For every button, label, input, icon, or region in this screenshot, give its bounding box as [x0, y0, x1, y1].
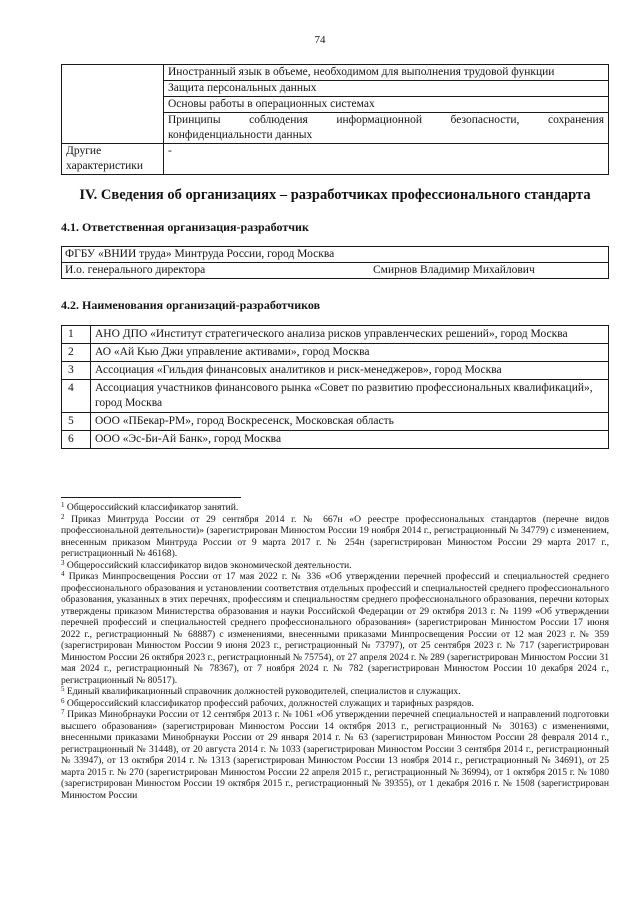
table-row: [62, 431, 609, 449]
org-name: Ассоциация участников финансового рынка «Совет по развитию профессиональных квалификаций», город Москва: [91, 380, 609, 413]
footnote-text: Приказ Минобрнауки России от 12 сентября 2013 г. № 1061 «Об утверждении перечней специальностей и направлений подготовки высшего образования» (зарегистрирован Минюстом России 14 октября 2013 г., регистрационный № 30163) с изменениями, внесенными приказами Минобрнауки России от 29 января 2014 г. № 63 (зарегистрирован Минюстом России 28 февраля 2014 г., регистрационный № 31448), от 20 августа 2014 г. № 1033 (зарегистрирован Минюстом России 3 сентября 2014 г., регистрационный № 33947), от 13 октября 2014 г. № 1313 (зарегистрирован Минюстом России 13 ноября 2014 г., регистрационный № 34691), от 25 марта 2015 г. № 270 (зарегистрирован Минюстом России 22 апреля 2015 г., регистрационный № 36994), от 1 октября 2015 г. № 1080 (зарегистрирован Минюстом России 19 октября 2015 г., регистрационный № 39355), от 1 декабря 2016 г. № 1508 (зарегистрирован Минюстом России: [61, 709, 609, 801]
row-number: 1: [62, 326, 91, 344]
footnote: [61, 514, 609, 560]
skill-line: конфиденциальности данных: [168, 129, 313, 141]
footnote-text: Приказ Минтруда России от 29 сентября 2014 г. № 667н «О реестре профессиональных стандартов (перечне видов профессиональной деятельности)» (зарегистрирован Минюстом России 19 ноября 2014 г., регистрационный № 34779) с изменением, внесенным приказом Минтруда России от 9 марта 2017 г. № 254н (зарегистрирован Минюстом России 29 марта 2017 г., регистрационный № 46168).: [61, 513, 609, 559]
footnote-divider: [61, 497, 241, 498]
table-row: [62, 247, 609, 263]
org-name: ООО «ПБекар-РМ», город Воскресенск, Московская область: [91, 413, 609, 431]
knowledge-characteristics-table: [61, 64, 609, 175]
footnote-text: Приказ Минпросвещения России от 17 мая 2022 г. № 336 «Об утверждении перечней профессий и специальностей среднего профессионального образования и установлении соответствия отдельных профессий и специальностей среднего профессионального образования, указанных в этих перечнях, профессиям и специальностям среднего профессионального образования, перечни которых утверждены приказом Министерства образования и науки Российской Федерации от 29 октября 2013 г. № 1199 «Об утверждении перечней профессий и специальностей среднего профессионального образования» (зарегистрирован Минюстом России 17 июня 2022 г., регистрационный № 68887) с изменениями, внесенными приказами Минпросвещения России от 12 мая 2023 г. № 359 (зарегистрирован Минюстом России 9 июня 2023 г., регистрационный № 73797), от 25 сентября 2023 г. № 717 (зарегистрирован Минюстом России 26 октября 2023 г., регистрационный № 75754), от 27 апреля 2024 г. № 289 (зарегистрирован Минюстом России 31 мая 2024 г., регистрационный № 78367), от 7 ноября 2024 г. № 782 (зарегистрирован Минюстом России 10 декабря 2024 г., регистрационный № 80517).: [61, 571, 609, 686]
footnote: [61, 560, 609, 572]
footnote-mark: 7: [61, 708, 65, 716]
other-characteristics-label: Другие характеристики: [62, 144, 164, 175]
row-number: 4: [62, 380, 91, 413]
footnote-text: Единый квалификационный справочник должностей руководителей, специалистов и служащих.: [66, 686, 461, 697]
footnote-mark: 2: [61, 512, 65, 521]
footnote-mark: 3: [61, 558, 65, 567]
skill-cell: Иностранный язык в объеме, необходимом для выполнения трудовой функции: [164, 65, 609, 81]
footnote: [61, 502, 609, 514]
footnote-text: Общероссийский классификатор видов экономической деятельности.: [66, 559, 352, 571]
row-number: 3: [62, 362, 91, 380]
table-row: [62, 263, 609, 279]
section-heading: IV. Сведения об организациях – разработчиках профессионального стандарта: [79, 187, 591, 203]
responsible-org-table: [61, 246, 609, 279]
director-cell: [62, 263, 609, 279]
skill-cell: Основы работы в операционных системах: [164, 97, 609, 113]
footnote-mark: 5: [61, 685, 65, 693]
org-name: Ассоциация «Гильдия финансовых аналитиков и риск-менеджеров», город Москва: [91, 362, 609, 380]
table-row: [62, 362, 609, 380]
table-row: [62, 413, 609, 431]
footnote: [61, 709, 609, 801]
table-row: [62, 344, 609, 362]
skill-line: Принципы соблюдения информационной безопасности, сохранения: [168, 114, 604, 126]
org-name: ООО «Эс-Би-Ай Банк», город Москва: [91, 431, 609, 449]
org-name: АНО ДПО «Институт стратегического анализа рисков управленческих решений», город Москва: [91, 326, 609, 344]
footnote-mark: 4: [61, 570, 65, 578]
skill-cell: Защита персональных данных: [164, 81, 609, 97]
footnote-text: Общероссийский классификатор профессий рабочих, должностей служащих и тарифных разрядов.: [66, 697, 474, 709]
footnotes: [61, 502, 609, 801]
table-row: [62, 326, 609, 344]
footnote: [61, 686, 609, 698]
skill-cell: [164, 113, 609, 144]
table-row: [62, 65, 609, 81]
footnote-mark: 1: [61, 501, 65, 509]
responsible-org-heading: 4.1. Ответственная организация-разработчик: [61, 220, 309, 234]
developer-orgs-table: [61, 325, 609, 449]
developer-orgs-heading: 4.2. Наименования организаций-разработчиков: [61, 298, 321, 312]
row-number: 6: [62, 431, 91, 449]
footnote: [61, 571, 609, 686]
empty-label-cell: [62, 65, 164, 144]
page-number: 74: [314, 34, 326, 46]
row-number: 5: [62, 413, 91, 431]
org-name-cell: ФГБУ «ВНИИ труда» Минтруда России, город Москва: [62, 247, 609, 263]
director-title: И.о. генерального директора: [65, 264, 206, 276]
footnote-mark: 6: [61, 696, 65, 705]
other-characteristics-value: -: [164, 144, 609, 175]
row-number: 2: [62, 344, 91, 362]
org-name: АО «Ай Кью Джи управление активами», город Москва: [91, 344, 609, 362]
table-row: [62, 380, 609, 413]
footnote-text: Общероссийский классификатор занятий.: [66, 502, 239, 513]
footnote: [61, 698, 609, 710]
director-name: Смирнов Владимир Михайлович: [373, 264, 535, 276]
table-row: [62, 144, 609, 175]
